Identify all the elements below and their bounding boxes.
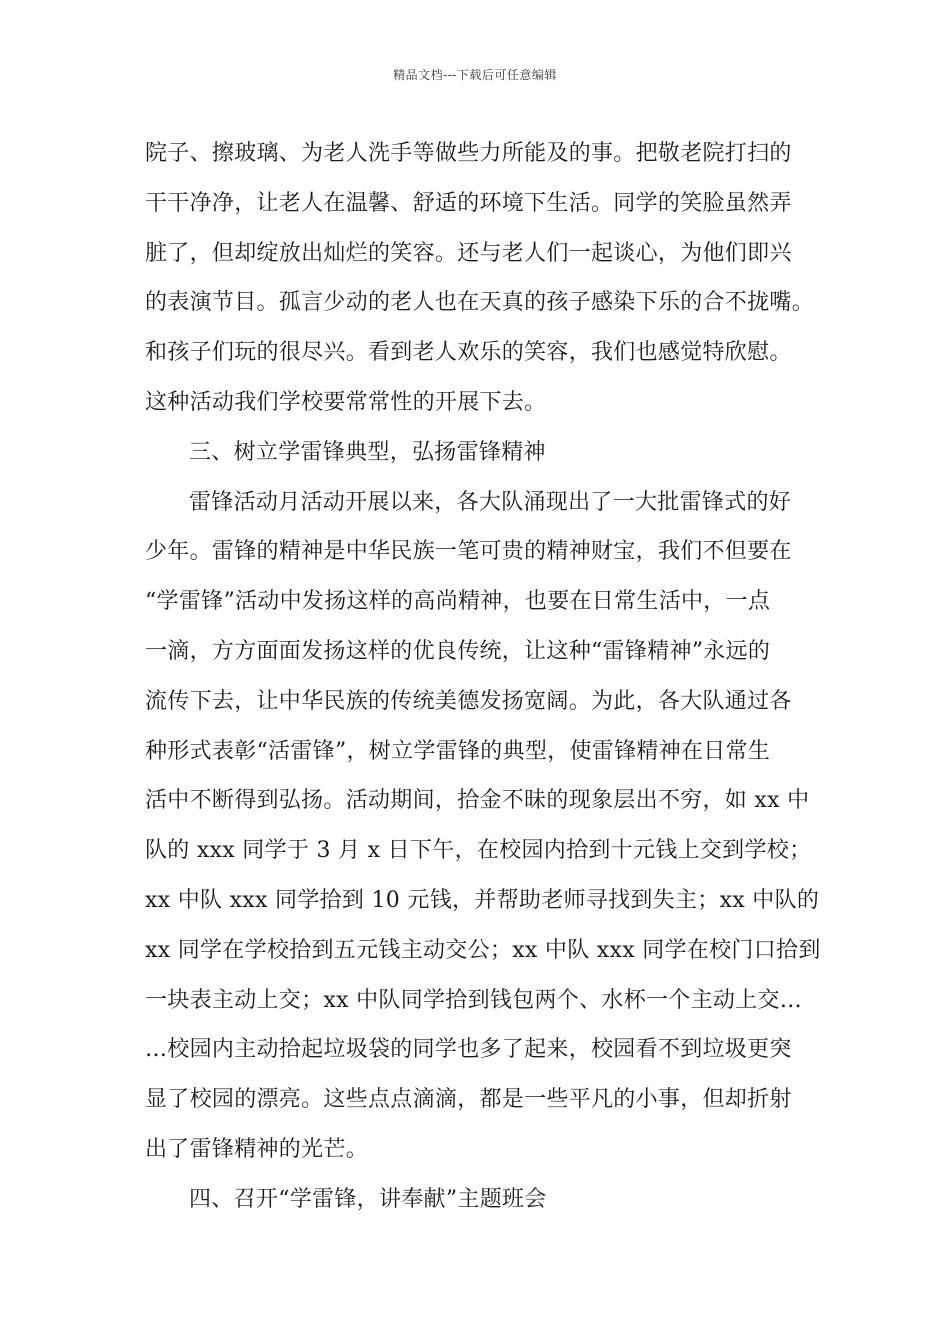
- text-line: 一滴，方方面面发扬这样的优良传统，让这种“雷锋精神”永远的: [145, 638, 771, 664]
- text-line: 干干净净，让老人在温馨、舒适的环境下生活。同学的笑脸虽然弄: [145, 190, 792, 216]
- text-line: …校园内主动拾起垃圾袋的同学也多了起来，校园看不到垃圾更突: [145, 1037, 792, 1063]
- text-line: 种形式表彰“活雷锋”，树立学雷锋的典型，使雷锋精神在日常生: [145, 738, 771, 764]
- text-line: 活中不断得到弘扬。活动期间，拾金不昧的现象层出不穷，如 xx 中: [145, 788, 810, 814]
- text-line: xx 中队 xxx 同学拾到 10 元钱，并帮助老师寻找到失主；xx 中队的: [145, 887, 820, 913]
- section-heading: 三、树立学雷锋典型，弘扬雷锋精神: [189, 439, 546, 465]
- text-line: 和孩子们玩的很尽兴。看到老人欢乐的笑容，我们也感觉特欣慰。: [145, 340, 792, 366]
- text-line: 少年。雷锋的精神是中华民族一笔可贵的精神财宝，我们不但要在: [145, 539, 792, 565]
- text-line: 显了校园的漂亮。这些点点滴滴，都是一些平凡的小事，但却折射: [145, 1087, 792, 1113]
- text-line: 队的 xxx 同学于 3 月 x 日下午，在校园内拾到十元钱上交到学校；: [145, 838, 812, 864]
- section-heading: 四、召开“学雷锋，讲奉献”主题班会: [189, 1186, 547, 1212]
- text-line: 出了雷锋精神的光芒。: [145, 1136, 369, 1162]
- page-header: 精品文档---下载后可任意编辑: [393, 68, 557, 82]
- text-line: 一块表主动上交；xx 中队同学拾到钱包两个、水杯一个主动上交…: [145, 987, 803, 1013]
- text-line: “学雷锋”活动中发扬这样的高尚精神，也要在日常生活中，一点: [145, 589, 771, 615]
- text-line: 院子、擦玻璃、为老人洗手等做些力所能及的事。把敬老院打扫的: [145, 141, 792, 166]
- text-line: 的表演节目。孤言少动的老人也在天真的孩子感染下乐的合不拢嘴。: [145, 290, 815, 316]
- document-body: [145, 129, 821, 1225]
- text-line: 脏了，但却绽放出灿烂的笑容。还与老人们一起谈心，为他们即兴: [145, 240, 792, 266]
- text-line: 流传下去，让中华民族的传统美德发扬宽阔。为此，各大队通过各: [145, 688, 792, 714]
- text-line: xx 同学在学校拾到五元钱主动交公；xx 中队 xxx 同学在校门口拾到: [145, 937, 821, 963]
- text-line: 这种活动我们学校要常常性的开展下去。: [145, 389, 547, 415]
- text-line: 雷锋活动月活动开展以来，各大队涌现出了一大批雷锋式的好: [189, 489, 792, 515]
